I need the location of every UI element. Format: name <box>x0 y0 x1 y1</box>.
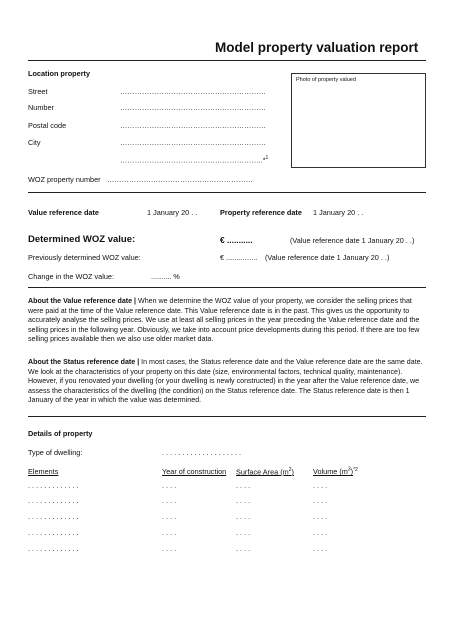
col-year-header: Year of construction <box>162 467 227 476</box>
col-volume-text: Volume (m <box>313 467 348 477</box>
postal-code-field[interactable]: …………………………………………………… <box>120 121 266 130</box>
number-label: Number <box>28 103 54 112</box>
row-area-field[interactable]: . . . . <box>236 544 251 553</box>
row-volume-field[interactable]: . . . . <box>313 496 328 505</box>
row-elements-field[interactable]: . . . . . . . . . . . . . <box>28 544 79 553</box>
col-volume-header <box>313 467 358 476</box>
location-heading: Location property <box>28 69 91 78</box>
col-elements-header: Elements <box>28 467 59 476</box>
photo-box <box>291 73 426 168</box>
row-elements-field[interactable]: . . . . . . . . . . . . . <box>28 481 79 490</box>
previous-woz-note: (Value reference date 1 January 20 . .) <box>265 253 390 262</box>
previous-woz-value: € .........…... <box>220 253 258 262</box>
row-elements-field[interactable]: . . . . . . . . . . . . . <box>28 512 79 521</box>
about-status-heading: About the Status reference date | <box>28 358 140 366</box>
about-divider <box>28 416 426 417</box>
row-year-field[interactable]: . . . . <box>162 544 177 553</box>
about-value-paragraph <box>28 297 426 345</box>
footnote-2-marker: *2 <box>353 467 358 473</box>
dwelling-type-label: Type of dwelling: <box>28 448 83 457</box>
about-value-text: When we determine the WOZ value of your property, we consider the selling prices that were paid at the time of the Value reference date. This Value reference date is in the past. This gives us the opportunity to accurately analyse the selling prices. We use at least all selling prices in the year preceding the Value reference date and the selling prices in the following year. Obviously, we take into account price developments during this period. If there are too few selling prices available then we also use older market data. <box>28 297 420 344</box>
row-year-field[interactable]: . . . . <box>162 512 177 521</box>
about-value-heading: About the Value reference date | <box>28 297 137 305</box>
about-status-text: In most cases, the Status reference date and the Value reference date are the same date. We look at the characteristics of your property on this date (size, environmental factors, technical quality, maintenance). However, if you renovated your dwelling (or your dwelling is newly constructed) in the year after the Value reference date, we assess the characteristics of the dwelling (the condition) on the Status reference date. The Status reference date is then 1 January of the year in which the value was determined. <box>28 358 423 405</box>
col-volume-sup: 3 <box>347 467 351 473</box>
row-volume-field[interactable]: . . . . <box>313 512 328 521</box>
woz-change-label: Change in the WOZ value: <box>28 272 114 281</box>
col-area-close: ) <box>291 467 294 477</box>
col-area-sup: 2 <box>288 467 292 473</box>
row-area-field[interactable]: . . . . <box>236 512 251 521</box>
determined-woz-label: Determined WOZ value: <box>28 234 136 245</box>
title-divider <box>28 60 426 61</box>
determined-woz-note: (Value reference date 1 January 20 . .) <box>290 236 415 245</box>
extra-location-value: …………………………………………………..* <box>120 155 266 165</box>
details-heading: Details of property <box>28 429 93 438</box>
postal-code-label: Postal code <box>28 121 67 130</box>
number-field[interactable]: …………………………………………………… <box>120 103 266 112</box>
row-elements-field[interactable]: . . . . . . . . . . . . . <box>28 528 79 537</box>
value-reference-date: 1 January 20 . . <box>147 208 198 217</box>
row-area-field[interactable]: . . . . <box>236 496 251 505</box>
row-year-field[interactable]: . . . . <box>162 528 177 537</box>
row-volume-field[interactable]: . . . . <box>313 544 328 553</box>
page-title: Model property valuation report <box>215 40 419 55</box>
footnote-1-marker: 1 <box>265 155 269 161</box>
row-elements-field[interactable]: . . . . . . . . . . . . . <box>28 496 79 505</box>
city-field[interactable]: …………………………………………………… <box>120 138 266 147</box>
row-volume-field[interactable]: . . . . <box>313 481 328 490</box>
dwelling-type-field[interactable]: . . . . . . . . . . . . . . . . . . . . <box>162 448 242 457</box>
col-volume-close: ) <box>350 467 354 477</box>
location-divider <box>28 192 426 193</box>
determined-woz-value: € ........... <box>220 235 253 245</box>
street-field[interactable]: …………………………………………………… <box>120 87 266 96</box>
street-label: Street <box>28 87 48 96</box>
property-reference-date: 1 January 20 . . <box>313 208 364 217</box>
col-area-text: Surface Area (m <box>236 467 289 477</box>
col-area-header <box>236 467 294 476</box>
city-label: City <box>28 138 41 147</box>
row-year-field[interactable]: . . . . <box>162 496 177 505</box>
photo-label: Photo of property valued <box>296 77 356 83</box>
previous-woz-label: Previously determined WOZ value: <box>28 253 141 262</box>
woz-number-field[interactable]: …………………………………………………… <box>107 175 253 184</box>
woz-divider <box>28 287 426 288</box>
property-reference-label: Property reference date <box>220 208 302 217</box>
row-year-field[interactable]: . . . . <box>162 481 177 490</box>
woz-number-label: WOZ property number <box>28 175 101 184</box>
woz-change-value: .......... % <box>151 272 180 281</box>
row-volume-field[interactable]: . . . . <box>313 528 328 537</box>
about-status-paragraph <box>28 358 426 406</box>
row-area-field[interactable]: . . . . <box>236 528 251 537</box>
value-reference-label: Value reference date <box>28 208 99 217</box>
row-area-field[interactable]: . . . . <box>236 481 251 490</box>
extra-location-field[interactable] <box>120 155 268 164</box>
